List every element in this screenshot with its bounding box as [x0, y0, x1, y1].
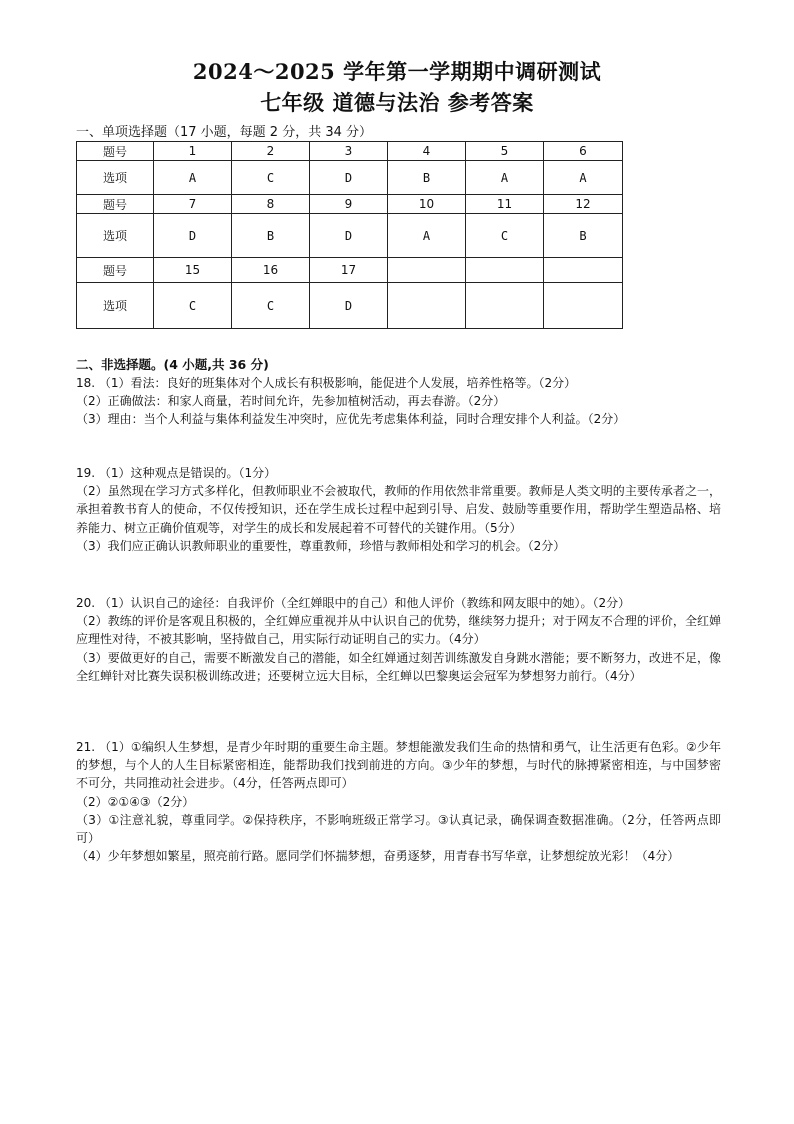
table-cell [388, 258, 466, 283]
answer-line: （3）要做更好的自己，需要不断激发自己的潜能，如全红婵通过刻苦训练激发自身跳水潜能；要不断努力，改进不足，像全红蝉针对比赛失误积极训练改进；还要树立远大目标，全红蝉以巴黎奥运会冠军为梦想努力前行。（4分） [76, 650, 721, 683]
table-cell: 1 [154, 142, 232, 161]
table-cell: C [466, 214, 544, 258]
question-18-answer [76, 374, 721, 429]
section2-heading: 二、非选择题。(4 小题,共 36 分) [76, 357, 269, 372]
table-cell: D [310, 283, 388, 329]
answer-line: 21. （1）①编织人生梦想，是青少年时期的重要生命主题。梦想能激发我们生命的热情和勇气，让生活更有色彩。②少年的梦想，与个人的人生目标紧密相连，能帮助我们找到前进的方向。③少年的梦想，与时代的脉搏紧密相连，与中国梦密不可分，共同推动社会进步。（4分，任答两点即可） [76, 740, 721, 791]
table-cell: 4 [388, 142, 466, 161]
table-cell: 15 [154, 258, 232, 283]
table-cell: D [310, 214, 388, 258]
table-cell: 7 [154, 195, 232, 214]
table-cell: D [310, 161, 388, 195]
table-cell: 10 [388, 195, 466, 214]
answer-line: 18. （1）看法：良好的班集体对个人成长有积极影响，能促进个人发展，培养性格等。（2分） [76, 376, 577, 390]
table-cell: 16 [232, 258, 310, 283]
table-cell: C [232, 161, 310, 195]
table-row [77, 195, 623, 214]
table-cell: 8 [232, 195, 310, 214]
answer-line: 19. （1）这种观点是错误的。（1分） [76, 466, 277, 480]
table-row [77, 142, 623, 161]
table-cell: 选项 [77, 161, 154, 195]
table-cell [388, 283, 466, 329]
table-cell [466, 283, 544, 329]
table-cell [544, 258, 623, 283]
table-cell: 5 [466, 142, 544, 161]
question-21-answer [76, 738, 721, 865]
table-cell: B [544, 214, 623, 258]
table-cell: 选项 [77, 214, 154, 258]
table-cell: 17 [310, 258, 388, 283]
table-cell: C [154, 283, 232, 329]
answer-line: （3）理由：当个人利益与集体利益发生冲突时，应优先考虑集体利益，同时合理安排个人利益。（2分） [76, 412, 626, 427]
table-row [77, 161, 623, 195]
table-cell: 6 [544, 142, 623, 161]
table-cell: B [388, 161, 466, 195]
table-cell [544, 283, 623, 329]
question-19-answer [76, 464, 721, 555]
table-row [77, 283, 623, 329]
answer-line: （3）我们应正确认识教师职业的重要性，尊重教师，珍惜与教师相处和学习的机会。（2分） [76, 538, 566, 553]
table-row [77, 258, 623, 283]
table-cell: 9 [310, 195, 388, 214]
question-20-answer [76, 594, 721, 685]
answer-line: （4）少年梦想如繁星，照亮前行路。愿同学们怀揣梦想，奋勇逐梦，用青春书写华章，让梦想绽放光彩！（4分） [76, 849, 680, 864]
answer-line: （2）正确做法：和家人商量，若时间允许，先参加植树活动，再去春游。（2分） [76, 394, 506, 409]
table-cell: 3 [310, 142, 388, 161]
table-cell: 2 [232, 142, 310, 161]
table-cell: A [388, 214, 466, 258]
answer-line: 20. （1）认识自己的途径：自我评价（全红婵眼中的自己）和他人评价（教练和网友眼中的她）。（2分） [76, 596, 631, 610]
section1-heading: 一、单项选择题（17 小题，每题 2 分，共 34 分） [76, 125, 373, 140]
table-cell: A [466, 161, 544, 195]
answer-line: （3）①注意礼貌，尊重同学。②保持秩序，不影响班级正常学习。③认真记录，确保调查数据准确。（2分，任答两点即可） [76, 812, 721, 846]
table-cell: 12 [544, 195, 623, 214]
answer-line: （2）虽然现在学习方式多样化，但教师职业不会被取代，教师的作用依然非常重要。教师是人类文明的主要传承者之一，承担着教书育人的使命，不仅传授知识，还在学生成长过程中起到引导、启发、鼓励等重要作用，帮助学生塑造品格、培养能力、树立正确价值观等，对学生的成长和发展起着不可替代的关键作用。（5分） [76, 484, 721, 535]
table-cell [466, 258, 544, 283]
table-cell: 题号 [77, 142, 154, 161]
table-cell: C [232, 283, 310, 329]
table-row [77, 214, 623, 258]
table-cell: B [232, 214, 310, 258]
table-cell: A [154, 161, 232, 195]
page-title: 2024～2025 学年第一学期期中调研测试 [192, 59, 602, 84]
table-cell: 题号 [77, 258, 154, 283]
page-subtitle: 七年级 道德与法治 参考答案 [260, 90, 534, 115]
table-cell: A [544, 161, 623, 195]
table-cell: 题号 [77, 195, 154, 214]
answer-table [76, 141, 623, 329]
answer-line: （2）②①④③（2分） [76, 794, 195, 809]
answer-line: （2）教练的评价是客观且积极的，全红婵应重视并从中认识自己的优势，继续努力提升；对于网友不合理的评价，全红婵应理性对待，不被其影响，坚持做自己，用实际行动证明自己的实力。（4分） [76, 614, 721, 647]
table-cell: 11 [466, 195, 544, 214]
table-cell: D [154, 214, 232, 258]
table-cell: 选项 [77, 283, 154, 329]
